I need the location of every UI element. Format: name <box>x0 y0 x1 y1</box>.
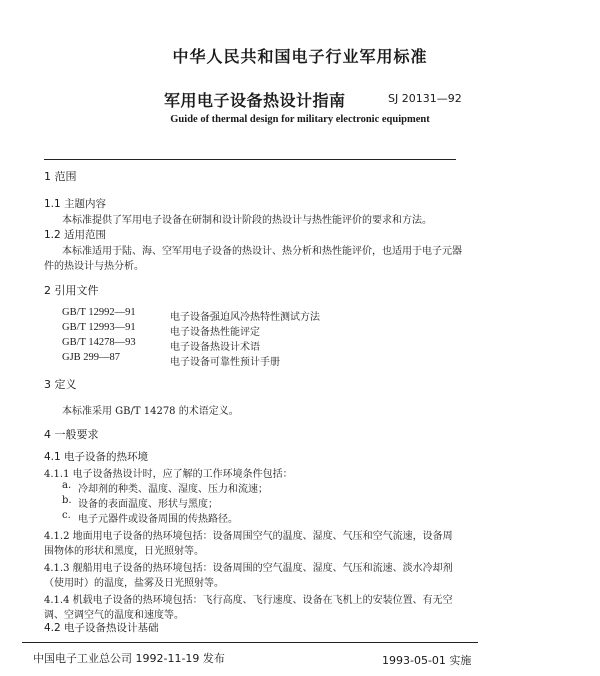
implement-date: 1993-05-01 实施 <box>382 654 472 667</box>
publish-date: 中国电子工业总公司 1992-11-19 发布 <box>33 652 225 665</box>
section-4-1-2-line1: 4.1.2 地面用电子设备的热环境包括：设备周围空气的温度、湿度、气压和空气流速，设备周 <box>44 531 453 542</box>
footer-divider <box>22 642 478 643</box>
section-4-1-3-line2: （使用时）的温度，盐雾及日光照射等。 <box>44 578 224 589</box>
section-4-2-heading: 4.2 电子设备热设计基础 <box>44 622 159 634</box>
standard-code: SJ 20131—92 <box>388 92 462 105</box>
list-item-marker: c. <box>62 510 71 521</box>
header-divider <box>44 159 456 160</box>
reference-title: 电子设备强迫风冷热特性测试方法 <box>170 312 320 323</box>
section-4-1-3-line1: 4.1.3 舰船用电子设备的热环境包括：设备周围的空气温度、湿度、气压和流速、淡水冷却剂 <box>44 563 453 574</box>
reference-title: 电子设备热设计术语 <box>170 342 260 353</box>
section-2-heading: 2 引用文件 <box>44 284 99 297</box>
reference-code: GB/T 12992—91 <box>62 307 136 318</box>
section-4-1-1: 4.1.1 电子设备热设计时，应了解的工作环境条件包括： <box>44 469 293 480</box>
reference-title: 电子设备可靠性预计手册 <box>170 357 280 368</box>
reference-code: GB/T 12993—91 <box>62 322 136 333</box>
section-4-heading: 4 一般要求 <box>44 428 99 441</box>
section-1-2-line2: 件的热设计与热分析。 <box>44 261 144 272</box>
reference-code: GJB 299—87 <box>62 352 121 363</box>
section-1-2-line1: 本标准适用于陆、海、空军用电子设备的热设计、热分析和热性能评价，也适用于电子元器 <box>62 246 462 257</box>
section-4-1-4-line1: 4.1.4 机载电子设备的热环境包括：飞行高度、飞行速度、设备在飞机上的安装位置、有无空 <box>44 595 453 606</box>
list-item-marker: b. <box>62 495 72 506</box>
list-item-text: 冷却剂的种类、温度、湿度、压力和流速； <box>78 484 268 495</box>
section-3-text: 本标准采用 GB/T 14278 的术语定义。 <box>62 406 239 417</box>
section-1-2-heading: 1.2 适用范围 <box>44 229 107 241</box>
section-1-1-text: 本标准提供了军用电子设备在研制和设计阶段的热设计与热性能评价的要求和方法。 <box>62 215 432 226</box>
section-3-heading: 3 定义 <box>44 378 77 391</box>
document-title: 军用电子设备热设计指南 <box>164 91 346 110</box>
section-1-1-heading: 1.1 主题内容 <box>44 198 107 210</box>
english-title: Guide of thermal design for military electronic equipment <box>170 114 430 125</box>
reference-title: 电子设备热性能评定 <box>170 327 260 338</box>
section-4-1-2-line2: 围物体的形状和黑度，日光照射等。 <box>44 546 204 557</box>
section-4-1-4-line2: 调、空调空气的温度和速度等。 <box>44 610 184 621</box>
list-item-marker: a. <box>62 480 72 491</box>
section-4-1-heading: 4.1 电子设备的热环境 <box>44 451 149 463</box>
reference-code: GB/T 14278—93 <box>62 337 136 348</box>
list-item-text: 电子元器件或设备周围的传热路径。 <box>78 514 238 525</box>
section-1-heading: 1 范围 <box>44 170 77 183</box>
standard-organization: 中华人民共和国电子行业军用标准 <box>172 47 428 66</box>
list-item-text: 设备的表面温度、形状与黑度； <box>78 499 218 510</box>
